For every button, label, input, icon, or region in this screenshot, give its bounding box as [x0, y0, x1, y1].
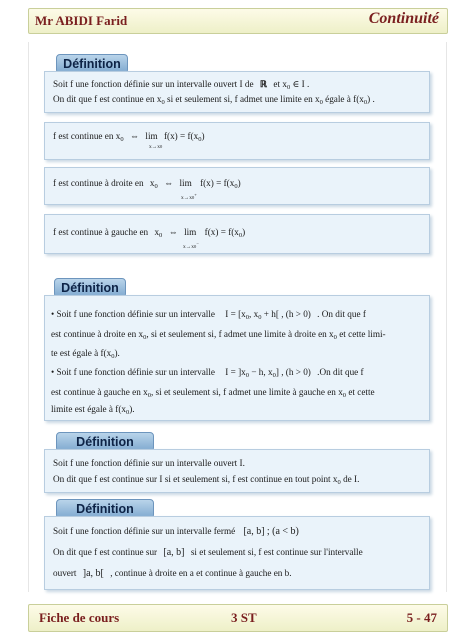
limit-subscript: x→x0: [149, 144, 163, 150]
real-numbers-symbol: ℝ: [259, 79, 268, 89]
definition-box-4: [44, 516, 430, 590]
definition-box-3: [44, 449, 430, 493]
def2-line2: est continue à droite en $x_0$, si et seulement si, f admet une limite à droite en $x_0$ et cette limi-: [51, 329, 386, 341]
def3-line1: Soit f une fonction définie sur un intervalle ouvert I.: [53, 458, 245, 468]
definition-tab-1: Définition: [56, 54, 128, 74]
def1-line2: On dit que f est continue en $x_0$ si et seulement si, f admet une limite en $x_0$ égale à $f(x_0)$ .: [53, 94, 375, 106]
page-border-left: [28, 42, 29, 592]
def2-line1: • Soit f une fonction définie sur un intervalle $I = [x_0$, $x_0 + h$[ , (h > 0) . On dit que f: [51, 309, 366, 321]
def3-line2: On dit que f est continue sur I si et seulement si, f est continue en tout point $x_0$ de I.: [53, 474, 360, 486]
left-limit-subscript: x→x0−: [183, 241, 199, 250]
def4-line2: On dit que f est continue sur [a, b] si et seulement si, f est continue sur l'intervalle: [53, 547, 363, 558]
header-subject: Continuité: [368, 10, 439, 27]
definition-tab-4: Définition: [56, 499, 154, 519]
def2-line5: est continue à gauche en $x_0$, si et seulement si, f admet une limite à gauche en $x_0$ et cette: [51, 387, 375, 399]
definition-box-1: [44, 71, 430, 113]
continuity-statement: f est continue en $x_0$ ⇔ $\lim f(x) = f(x_0)$: [53, 131, 205, 143]
right-continuity-statement: f est continue à droite en $x_0$ ⇔ $\lim f(x) = f(x_0)$: [53, 178, 241, 190]
definition-tab-2: Définition: [54, 278, 126, 298]
def2-line4: • Soit f une fonction définie sur un intervalle $I = ]x_0 - h$, $x_0$] , (h > 0) .On dit que f: [51, 367, 364, 379]
right-continuity-box: [44, 167, 430, 205]
definition-box-2: [44, 295, 430, 421]
page-footer: [28, 604, 448, 632]
def1-line1: Soit f une fonction définie sur un intervalle ouvert I de ℝ et $x_0$ ∈ I .: [53, 79, 310, 91]
page-header: [28, 8, 448, 34]
def4-line1: Soit f une fonction définie sur un intervalle fermé [a, b] ; (a < b): [53, 526, 299, 537]
footer-page-number: 5 - 47: [406, 610, 437, 625]
def2-line3: te est égale à $f(x_0)$.: [51, 348, 120, 360]
continuity-box: [44, 122, 430, 160]
footer-center: 3 ST: [231, 610, 257, 625]
left-continuity-statement: f est continue à gauche en $x_0$ ⇔ $\lim f(x) = f(x_0)$: [53, 227, 246, 239]
page-border-right: [446, 42, 447, 592]
def4-line3: ouvert ]a, b[ , continue à droite en a et continue à gauche en b.: [53, 568, 292, 579]
right-limit-subscript: x→x0+: [181, 192, 197, 201]
def2-line6: limite est égale à $f(x_0)$.: [51, 404, 135, 416]
header-author: Mr ABIDI Farid: [35, 13, 128, 28]
footer-left: Fiche de cours: [39, 610, 120, 625]
left-continuity-box: [44, 214, 430, 254]
definition-tab-3: Définition: [56, 432, 154, 452]
